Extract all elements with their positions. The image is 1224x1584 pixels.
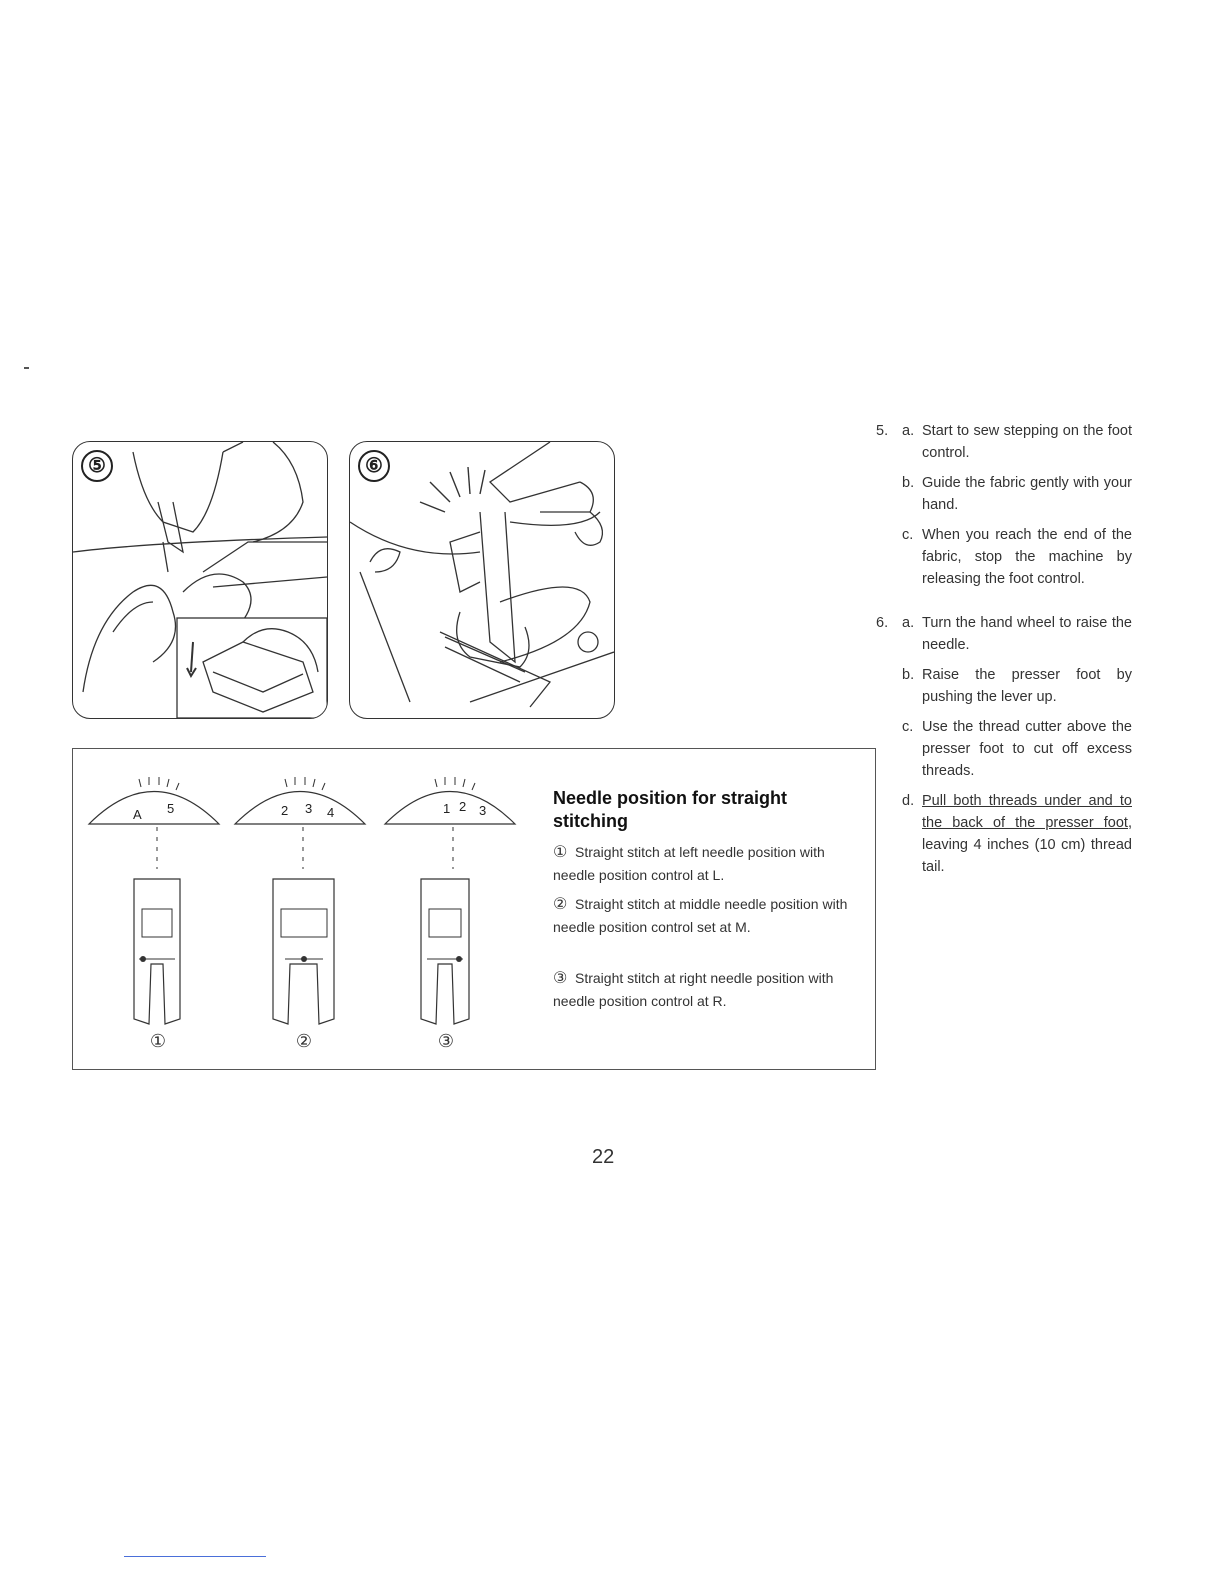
step-6b-letter: b.: [902, 667, 915, 683]
figure-5-number: ⑤: [81, 450, 113, 482]
needle-item-1-text: Straight stitch at left needle position with needle position control at L.: [553, 844, 825, 883]
step-6a: [876, 612, 1136, 656]
foot-label-1: ①: [149, 1031, 167, 1051]
step-6a-number: 6.: [876, 615, 889, 631]
dial-left-label-b: 5: [167, 801, 175, 816]
needle-thread-drawing: [350, 442, 614, 718]
step-5a-text: Start to sew stepping on the foot control.: [922, 423, 1132, 461]
dial-middle-label-c: 4: [327, 805, 335, 820]
step-5c-letter: c.: [902, 527, 914, 543]
foot-label-2: ②: [295, 1031, 313, 1051]
dial-right-label-a: 1: [443, 801, 451, 816]
step-6c-text: Use the thread cutter above the presser foot to cut off excess threads.: [922, 719, 1132, 779]
bottom-rule: [124, 1556, 266, 1557]
dial-and-foot-middle-drawing: [225, 749, 375, 1029]
dial-left-label-a: A: [133, 807, 142, 822]
dial-right-label-c: 3: [479, 803, 487, 818]
figure-5-illustration: [72, 441, 328, 719]
step-5b-text: Guide the fabric gently with your hand.: [922, 475, 1132, 513]
needle-position-box: [72, 748, 876, 1070]
figure-6-number: ⑥: [358, 450, 390, 482]
dial-and-foot-left-drawing: [79, 749, 229, 1029]
figure-6-illustration: [349, 441, 615, 719]
step-6d: [876, 790, 1136, 878]
needle-item-2-marker: ②: [553, 896, 568, 913]
step-5b: [876, 472, 1136, 516]
needle-item-2: [553, 893, 863, 938]
needle-item-3-text: Straight stitch at right needle position with needle position control at R.: [553, 970, 834, 1009]
step-5c: [876, 524, 1136, 612]
step-5a: [876, 420, 1136, 464]
step-5a-letter: a.: [902, 423, 915, 439]
sewing-hands-drawing: [73, 442, 327, 718]
needle-item-3-marker: ③: [553, 970, 568, 987]
needle-section-title: Needle position for straight stitching: [553, 788, 788, 831]
stray-mark: [24, 367, 29, 369]
step-5c-text: When you reach the end of the fabric, stop the machine by releasing the foot control.: [922, 527, 1132, 587]
step-6d-letter: d.: [902, 793, 915, 809]
step-5b-letter: b.: [902, 475, 915, 491]
step-6b: [876, 664, 1136, 708]
needle-item-1: [553, 841, 863, 886]
dial-middle-label-b: 3: [305, 801, 313, 816]
dial-middle-label-a: 2: [281, 803, 289, 818]
needle-item-3: [553, 967, 863, 1012]
dial-right-label-b: 2: [459, 799, 467, 814]
needle-figure-middle: [225, 749, 375, 1059]
step-6d-underlined-text: Pull both threads under and to the back of the presser foot,: [922, 793, 1132, 831]
step-6a-letter: a.: [902, 615, 915, 631]
foot-label-3: ③: [437, 1031, 455, 1051]
step-6a-text: Turn the hand wheel to raise the needle.: [922, 615, 1132, 653]
step-5a-number: 5.: [876, 423, 889, 439]
page-number: 22: [592, 1146, 615, 1168]
needle-figure-left: [79, 749, 229, 1059]
needle-item-1-marker: ①: [553, 844, 568, 861]
step-6b-text: Raise the presser foot by pushing the lever up.: [922, 667, 1132, 705]
dial-and-foot-right-drawing: [375, 749, 525, 1029]
step-6c-letter: c.: [902, 719, 914, 735]
needle-figure-right: [375, 749, 525, 1059]
step-6c: [876, 716, 1136, 782]
needle-item-2-text: Straight stitch at middle needle position with needle position control set at M.: [553, 896, 848, 935]
step-6d-text: [922, 790, 1132, 878]
step-6d-rest-text: leaving 4 inches (10 cm) thread tail.: [922, 837, 1132, 875]
